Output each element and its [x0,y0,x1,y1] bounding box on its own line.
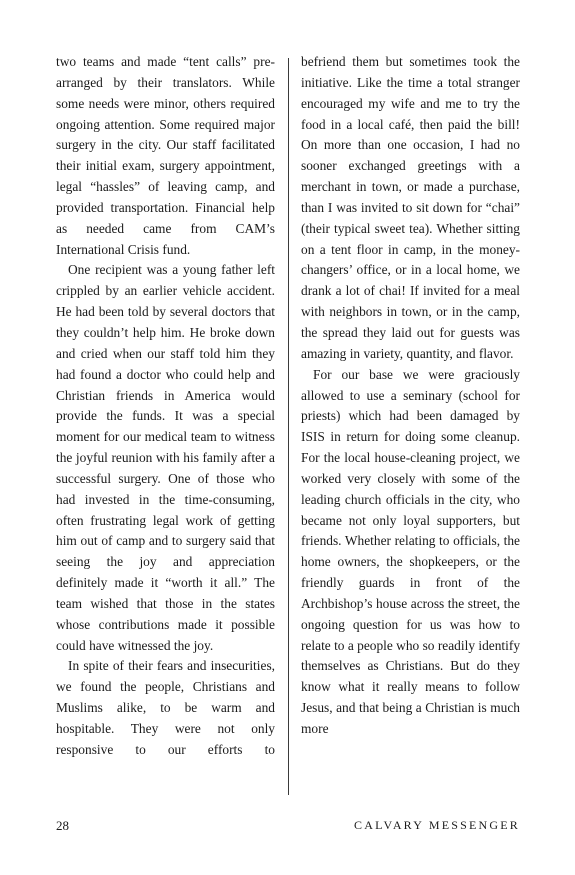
publication-title: CALVARY MESSENGER [354,818,520,832]
paragraph-warm-hospitable: In spite of their fears and insecurities, we found the people, Christians and Muslims alike, to be warm and hospitable. They were not only responsive to our efforts to [56,658,275,757]
column-divider [288,58,289,795]
paragraph-young-father: One recipient was a young father left crippled by an earlier vehicle accident. He had been told by several doctors that they couldn’t help him. He broke down and cried when our staff told him they had found a doctor who could help and Christian friends in America would provide the funds. It was a special moment for our medical team to witness the joyful reunion with his family after a successful surgery. One of those who had invested in the time-consuming, often frustrating legal work of getting him out of camp and to surgery said that seeing the joy and appreciation definitely made it “worth it all.” The team wished that those in the states whose contributions made it possible could have witnessed the joy. [56,262,275,653]
paragraph-seminary-base: For our base we were graciously allowed to use a seminary (school for priests) which had been damaged by ISIS in return for doing some cleanup. For the local house-cleaning project, we worked very closely with some of the leading church officials in the city, who became not only loyal supporters, but friends. Whether relating to officials, the home owners, the shopkeepers, or the friendly guards in front of the Archbishop’s house across the street, the ongoing question for us was how to relate to a people who so readily identify themselves as Christians. But do they know what it really means to follow Jesus, and that being a Christian is much more [301,366,521,736]
right-text-column [301,52,520,740]
page-number: 28 [56,818,69,833]
paragraph-chai: befriend them but sometimes took the initiative. Like the time a total stranger encouraged my wife and me to try the food in a local café, then paid the bill! On more than one occasion, I had no sooner exchanged greetings with a merchant in town, or made a purchase, than I was invited to sit down for “chai” (their typical sweet tea). Whether sitting on a tent floor in camp, in the money-changers’ office, or in a local home, we drank a lot of chai! If invited for a meal with neighbors in town, or in the camp, the spread they laid out for guests was amazing in variety, quantity, and flavor. [301,54,520,361]
left-text-column [56,52,275,761]
paragraph-continued: two teams and made “tent calls” pre-arranged by their translators. While some needs were minor, others required ongoing attention. Some required major surgery in the city. Our staff facilitated their initial exam, surgery appointment, legal “hassles” of leaving camp, and provided transportation. Financial help as needed came from CAM’s International Crisis fund. [56,54,275,257]
